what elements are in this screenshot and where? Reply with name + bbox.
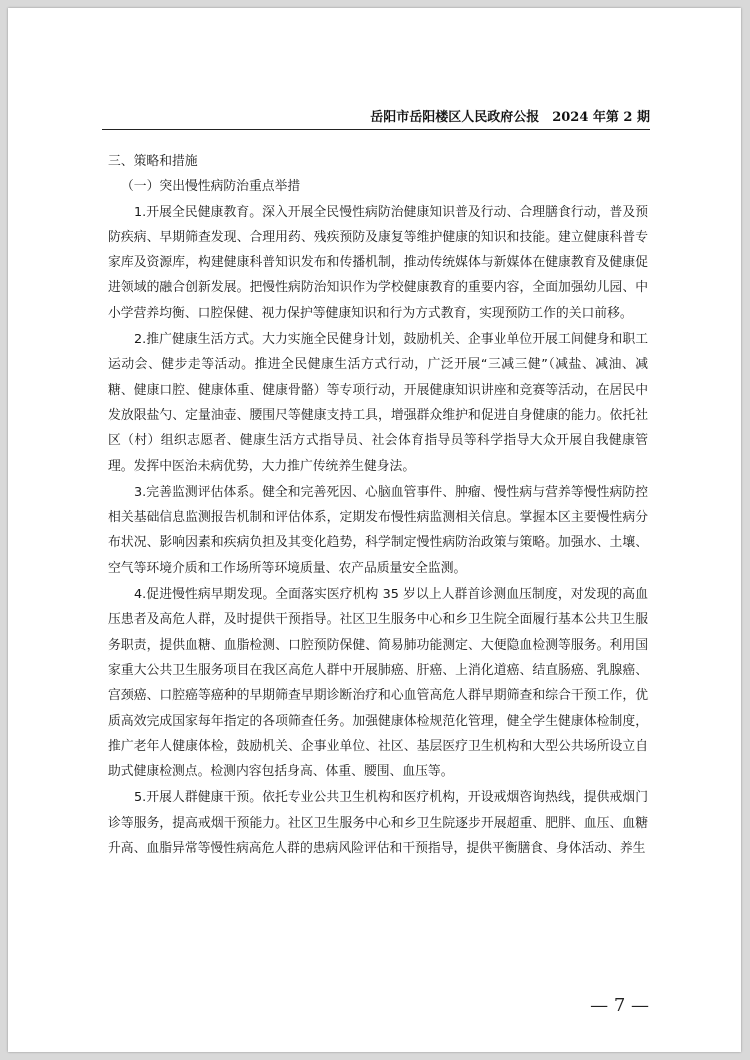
section-subheading: （一）突出慢性病防治重点举措 (121, 179, 301, 195)
paragraph-monitoring-evaluation: 3.完善监测评估体系。健全和完善死因、心脑血管事件、肿瘤、慢性病与营养等慢性病防控相关基础信息监测报告机制和评估体系，定期发布慢性病监测相关信息。掌握本区主要慢性病分布状况、影响因素和疾病负担及其变化趋势，科学制定慢性病防治政策与策略。加强水、土壤、空气等环境介质和工作场所等环境质量、农产品质量安全监测。 (108, 484, 648, 576)
paragraph-health-education: 1.开展全民健康教育。深入开展全民慢性病防治健康知识普及行动、合理膳食行动，普及预防疾病、早期筛查发现、合理用药、残疾预防及康复等维护健康的知识和技能。建立健康科普专家库及资源库，构建健康科普知识发布和传播机制，推动传统媒体与新媒体在健康教育及健康促进领域的融合创新发展。把慢性病防治知识作为学校健康教育的重要内容，全面加强幼儿园、中小学营养均衡、口腔保健、视力保护等健康知识和行为方式教育，实现预防工作的关口前移。 (108, 204, 648, 321)
section-heading: 三、策略和措施 (108, 154, 198, 169)
header-rule (102, 129, 650, 130)
page-number: — 7 — (590, 995, 649, 1016)
paragraph-early-detection: 4.促进慢性病早期发现。全面落实医疗机构 35 岁以上人群首诊测血压制度，对发现的高血压患者及高危人群，及时提供干预指导。社区卫生服务中心和乡卫生院全面履行基本公共卫生服务职责，提供血糖、血脂检测、口腔预防保健、简易肺功能测定、大便隐血检测等服务。利用国家重大公共卫生服务项目在我区高危人群中开展肺癌、肝癌、上消化道癌、结直肠癌、乳腺癌、宫颈癌、口腔癌等癌种的早期筛查早期诊断治疗和心血管高危人群早期筛查和综合干预工作，优质高效完成国家每年指定的各项筛查任务。加强健康体检规范化管理，健全学生健康体检制度，推广老年人健康体检，鼓励机关、企事业单位、社区、基层医疗卫生机构和大型公共场所设立自助式健康检测点。检测内容包括身高、体重、腰围、血压等。 (108, 587, 648, 780)
page-content (108, 149, 648, 861)
document-page (8, 8, 741, 1052)
paragraph-health-intervention: 5.开展人群健康干预。依托专业公共卫生机构和医疗机构，开设戒烟咨询热线，提供戒烟门诊等服务，提高戒烟干预能力。社区卫生服务中心和乡卫生院逐步开展超重、肥胖、血压、血糖升高、血脂异常等慢性病高危人群的患病风险评估和干预指导，提供平衡膳食、身体活动、养生 (108, 790, 648, 857)
running-header: 岳阳市岳阳楼区人民政府公报 2024 年第 2 期 (370, 110, 650, 125)
paragraph-healthy-lifestyle: 2.推广健康生活方式。大力实施全民健身计划，鼓励机关、企事业单位开展工间健身和职工运动会、健步走等活动。推进全民健康生活方式行动，广泛开展“三减三健”（减盐、减油、减糖、健康口腔、健康体重、健康骨骼）等专项行动，开展健康知识讲座和竞赛等活动，在居民中发放限盐勺、定量油壶、腰围尺等健康支持工具，增强群众维护和促进自身健康的能力。依托社区（村）组织志愿者、健康生活方式指导员、社会体育指导员等科学指导大众开展自我健康管理。发挥中医治未病优势，大力推广传统养生健身法。 (108, 332, 648, 474)
